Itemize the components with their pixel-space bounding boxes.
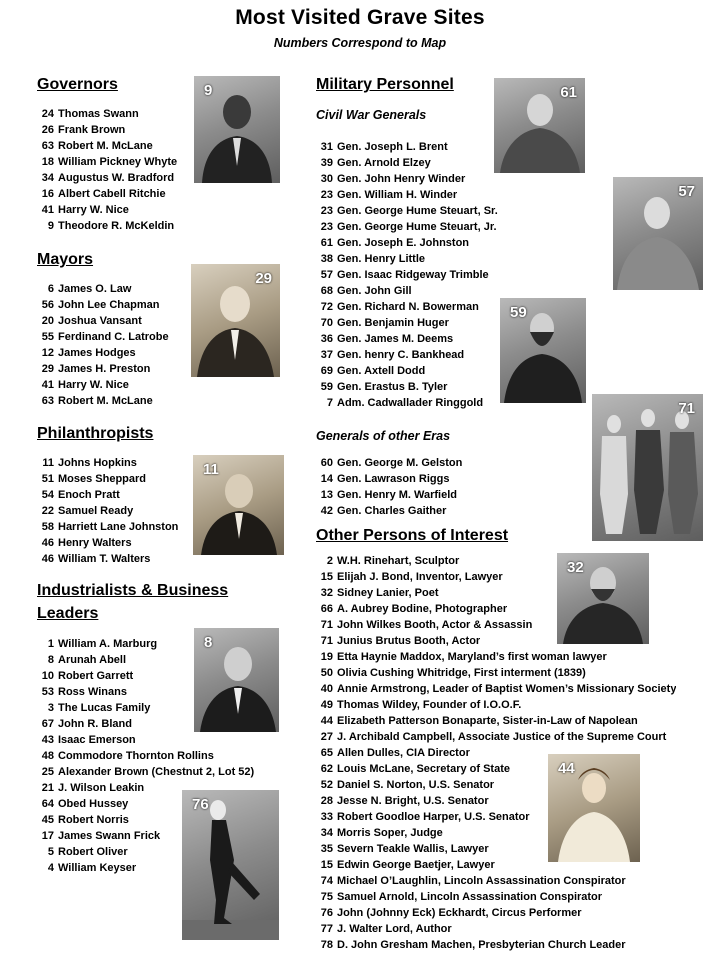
map-number: 40 [320,683,333,695]
photo-number: 29 [255,270,272,287]
list-item [36,218,177,234]
person-name: Ferdinand C. Latrobe [58,331,169,343]
map-number: 63 [41,140,54,152]
person-name: A. Aubrey Bodine, Photographer [337,603,508,615]
map-number: 71 [320,635,333,647]
person-name: John Lee Chapman [58,299,160,311]
map-number: 37 [320,349,333,361]
list-item [315,203,498,219]
person-name: Robert Garrett [58,670,134,682]
list-item [36,297,169,313]
list-item [36,106,177,122]
person-name: Joshua Vansant [58,315,142,327]
map-number: 19 [320,651,333,663]
list-item [36,393,169,409]
map-number: 46 [41,553,54,565]
map-number: 21 [41,782,54,794]
map-number: 72 [320,301,333,313]
person-name: Severn Teakle Wallis, Lawyer [337,843,489,855]
list-item [36,377,169,393]
map-number: 12 [41,347,54,359]
person-name: Olivia Cushing Whitridge, First interment (1839) [337,667,586,679]
list-item [36,281,169,297]
person-name: Isaac Emerson [58,734,136,746]
person-name: Gen. Benjamin Huger [337,317,449,329]
map-number: 69 [320,365,333,377]
map-number: 50 [320,667,333,679]
map-number: 2 [326,555,333,567]
person-name: Theodore R. McKeldin [58,220,175,232]
list-item [36,519,178,535]
list-item [315,235,498,251]
person-name: Gen. John Henry Winder [337,173,466,185]
person-name: Enoch Pratt [58,489,120,501]
person-name: Ross Winans [58,686,127,698]
list-item [315,219,498,235]
map-number: 75 [320,891,333,903]
list-item [36,455,178,471]
list-item [36,170,177,186]
map-number: 39 [320,157,333,169]
map-number: 67 [41,718,54,730]
map-number: 55 [41,331,54,343]
person-name: Samuel Arnold, Lincoln Assassination Conspirator [337,891,603,903]
other-eras-list [315,455,462,519]
map-number: 22 [41,505,54,517]
poet-portrait-32 [557,553,649,644]
map-number: 48 [41,750,54,762]
list-item [36,138,177,154]
person-name: Jesse N. Bright, U.S. Senator [337,795,489,807]
map-number: 9 [47,220,54,232]
map-number: 34 [41,172,54,184]
list-item [315,155,498,171]
list-item [315,347,498,363]
map-number: 38 [320,253,333,265]
map-number: 31 [320,141,333,153]
person-name: D. John Gresham Machen, Presbyterian Church Leader [337,939,626,951]
map-number: 68 [320,285,333,297]
person-name: James O. Law [58,283,132,295]
person-name: Gen. Henry M. Warfield [337,489,458,501]
person-name: Edwin George Baetjer, Lawyer [337,859,495,871]
person-name: Gen. James M. Deems [337,333,454,345]
map-number: 17 [41,830,54,842]
map-number: 8 [47,654,54,666]
map-number: 77 [320,923,333,935]
map-number: 18 [41,156,54,168]
person-name: Moses Sheppard [58,473,147,485]
person-name: Albert Cabell Ritchie [58,188,166,200]
person-name: Frank Brown [58,124,126,136]
list-item [36,503,178,519]
map-number: 3 [47,702,54,714]
map-number: 70 [320,317,333,329]
map-number: 7 [326,397,333,409]
person-name: Robert Norris [58,814,129,826]
list-item [315,139,498,155]
person-name: James H. Preston [58,363,151,375]
map-number: 24 [41,108,54,120]
photo-number: 71 [678,400,695,417]
person-name: Gen. Henry Little [337,253,426,265]
map-number: 1 [47,638,54,650]
person-name: Gen. Isaac Ridgeway Trimble [337,269,489,281]
map-number: 41 [41,204,54,216]
map-number: 32 [320,587,333,599]
person-name: Robert Oliver [58,846,128,858]
person-name: Louis McLane, Secretary of State [337,763,510,775]
map-number: 26 [41,124,54,136]
map-number: 60 [320,457,333,469]
list-item [315,921,676,937]
person-name: Gen. Erastus B. Tyler [337,381,448,393]
person-name: Thomas Swann [58,108,139,120]
map-number: 23 [320,205,333,217]
list-item [315,251,498,267]
person-name: Gen. Axtell Dodd [337,365,426,377]
industrialists-heading-line2: Leaders [37,605,99,622]
person-name: Adm. Cadwallader Ringgold [337,397,484,409]
map-number: 11 [42,457,54,469]
list-item [36,487,178,503]
list-item [315,379,498,395]
map-number: 28 [320,795,333,807]
person-name: Elizabeth Patterson Bonaparte, Sister-in-Law of Napolean [337,715,638,727]
person-name: Junius Brutus Booth, Actor [337,635,481,647]
list-item [315,471,462,487]
industrialist-portrait [194,628,279,732]
map-number: 33 [320,811,333,823]
person-name: Gen. Lawrason Riggs [337,473,450,485]
map-number: 61 [320,237,333,249]
other-eras-subheading: Generals of other Eras [316,429,451,443]
person-name: James Hodges [58,347,136,359]
map-number: 62 [320,763,333,775]
list-item [36,361,169,377]
map-number: 15 [320,859,333,871]
list-item [315,681,676,697]
list-item [315,503,462,519]
map-number: 78 [320,939,333,951]
photo-number: 8 [204,634,213,651]
person-name: Gen. John Gill [337,285,412,297]
map-number: 63 [41,395,54,407]
person-name: William A. Marburg [58,638,158,650]
actors-photo-71 [592,394,703,541]
list-item [315,331,498,347]
map-number: 16 [41,188,54,200]
person-name: Robert Goodloe Harper, U.S. Senator [337,811,530,823]
performer-photo [182,790,279,940]
person-name: Gen. Richard N. Bowerman [337,301,479,313]
governors-list [36,106,177,234]
general-portrait-57 [613,177,703,290]
industrialists-heading-line1: Industrialists & Business [37,582,229,599]
photo-number: 61 [560,84,577,101]
map-number: 49 [320,699,333,711]
map-number: 65 [320,747,333,759]
person-name: James Swann Frick [58,830,161,842]
person-name: Gen. Charles Gaither [337,505,447,517]
person-name: Annie Armstrong, Leader of Baptist Women’s Missionary Society [337,683,677,695]
governors-heading: Governors [37,76,118,93]
person-name: Allen Dulles, CIA Director [337,747,470,759]
person-name: Johns Hopkins [58,457,137,469]
list-item [36,122,177,138]
map-number: 53 [41,686,54,698]
person-name: Augustus W. Bradford [58,172,175,184]
map-number: 15 [320,571,333,583]
person-name: Gen. William H. Winder [337,189,458,201]
list-item [315,665,676,681]
map-number: 51 [41,473,54,485]
map-number: 56 [41,299,54,311]
photo-number: 32 [567,559,584,576]
governor-portrait [194,76,280,183]
person-name: Robert M. McLane [58,140,153,152]
list-item [315,937,676,953]
photo-number: 57 [678,183,695,200]
person-name: Harriett Lane Johnston [58,521,179,533]
philanthropists-list [36,455,178,567]
philanthropists-heading: Philanthropists [37,425,154,442]
portrait-44 [548,754,640,862]
map-number: 4 [47,862,54,874]
list-item [36,471,178,487]
person-name: Gen. George Hume Steuart, Sr. [337,205,498,217]
person-name: Gen. George Hume Steuart, Jr. [337,221,497,233]
person-name: John Wilkes Booth, Actor & Assassin [337,619,533,631]
person-name: Robert M. McLane [58,395,153,407]
list-item [36,329,169,345]
page-subtitle: Numbers Correspond to Map [273,36,447,50]
person-name: J. Archibald Campbell, Associate Justice of the Supreme Court [337,731,667,743]
person-name: Gen. George M. Gelston [337,457,463,469]
map-number: 71 [320,619,333,631]
map-number: 46 [41,537,54,549]
list-item [315,455,462,471]
map-number: 25 [41,766,54,778]
map-number: 58 [41,521,54,533]
map-number: 36 [320,333,333,345]
list-item [315,487,462,503]
person-name: Commodore Thornton Rollins [58,750,214,762]
map-number: 5 [47,846,54,858]
map-number: 59 [320,381,333,393]
person-name: Arunah Abell [58,654,127,666]
page-title: Most Visited Grave Sites [235,6,485,29]
list-item [315,713,676,729]
list-item [36,154,177,170]
map-number: 43 [41,734,54,746]
person-name: William T. Walters [58,553,151,565]
philanthropist-portrait [193,455,284,555]
mayors-heading: Mayors [37,251,94,268]
mayor-portrait [191,264,280,377]
person-name: Morris Soper, Judge [337,827,443,839]
map-number: 44 [320,715,333,727]
list-item [36,202,177,218]
list-item [315,905,676,921]
person-name: John R. Bland [58,718,132,730]
list-item [315,873,676,889]
map-number: 23 [320,189,333,201]
person-name: Alexander Brown (Chestnut 2, Lot 52) [58,766,255,778]
list-item [36,764,254,780]
person-name: Gen. Joseph L. Brent [337,141,448,153]
civil-war-subheading: Civil War Generals [316,108,427,122]
list-item [315,171,498,187]
map-number: 42 [320,505,333,517]
general-portrait-59 [500,298,586,403]
person-name: Etta Haynie Maddox, Maryland’s first woman lawyer [337,651,607,663]
person-name: Sidney Lanier, Poet [337,587,439,599]
person-name: Harry W. Nice [58,204,129,216]
person-name: Thomas Wildey, Founder of I.O.O.F. [337,699,522,711]
list-item [315,889,676,905]
photo-number: 44 [558,760,575,777]
list-item [315,315,498,331]
list-item [315,649,676,665]
person-name: William Keyser [58,862,137,874]
list-item [315,267,498,283]
map-number: 34 [320,827,333,839]
other-persons-heading: Other Persons of Interest [316,527,509,544]
civil-war-list [315,139,498,411]
photo-number: 59 [510,304,527,321]
person-name: Samuel Ready [58,505,134,517]
person-name: Harry W. Nice [58,379,129,391]
map-number: 29 [41,363,54,375]
map-number: 76 [320,907,333,919]
map-number: 20 [41,315,54,327]
military-heading: Military Personnel [316,76,454,93]
map-number: 35 [320,843,333,855]
list-item [36,732,254,748]
person-name: The Lucas Family [58,702,151,714]
map-number: 66 [320,603,333,615]
person-name: Gen. Arnold Elzey [337,157,431,169]
list-item [36,313,169,329]
map-number: 41 [41,379,54,391]
list-item [315,363,498,379]
photo-number: 11 [203,461,219,478]
list-item [36,551,178,567]
map-number: 64 [41,798,54,810]
person-name: John (Johnny Eck) Eckhardt, Circus Performer [337,907,582,919]
list-item [315,283,498,299]
map-number: 45 [41,814,54,826]
map-number: 54 [41,489,54,501]
person-name: William Pickney Whyte [58,156,178,168]
map-number: 57 [320,269,333,281]
person-name: W.H. Rinehart, Sculptor [337,555,460,567]
mayors-list [36,281,169,409]
list-item [315,697,676,713]
photo-number: 76 [192,796,209,813]
map-number: 23 [320,221,333,233]
map-number: 74 [320,875,333,887]
person-name: Elijah J. Bond, Inventor, Lawyer [337,571,503,583]
person-name: Henry Walters [58,537,132,549]
person-name: Obed Hussey [58,798,129,810]
map-number: 13 [320,489,333,501]
person-name: Michael O’Laughlin, Lincoln Assassination Conspirator [337,875,626,887]
map-number: 52 [320,779,333,791]
list-item [36,345,169,361]
list-item [36,186,177,202]
map-number: 30 [320,173,333,185]
photo-number: 9 [204,82,213,99]
person-name: Gen. henry C. Bankhead [337,349,465,361]
list-item [315,299,498,315]
list-item [36,748,254,764]
list-item [315,395,498,411]
list-item [36,535,178,551]
person-name: Daniel S. Norton, U.S. Senator [337,779,495,791]
list-item [315,729,676,745]
map-number: 27 [320,731,333,743]
general-portrait-61 [494,78,585,173]
map-number: 10 [41,670,54,682]
person-name: J. Wilson Leakin [58,782,145,794]
list-item [315,187,498,203]
map-number: 14 [320,473,333,485]
map-number: 6 [47,283,54,295]
person-name: J. Walter Lord, Author [337,923,452,935]
person-name: Gen. Joseph E. Johnston [337,237,470,249]
